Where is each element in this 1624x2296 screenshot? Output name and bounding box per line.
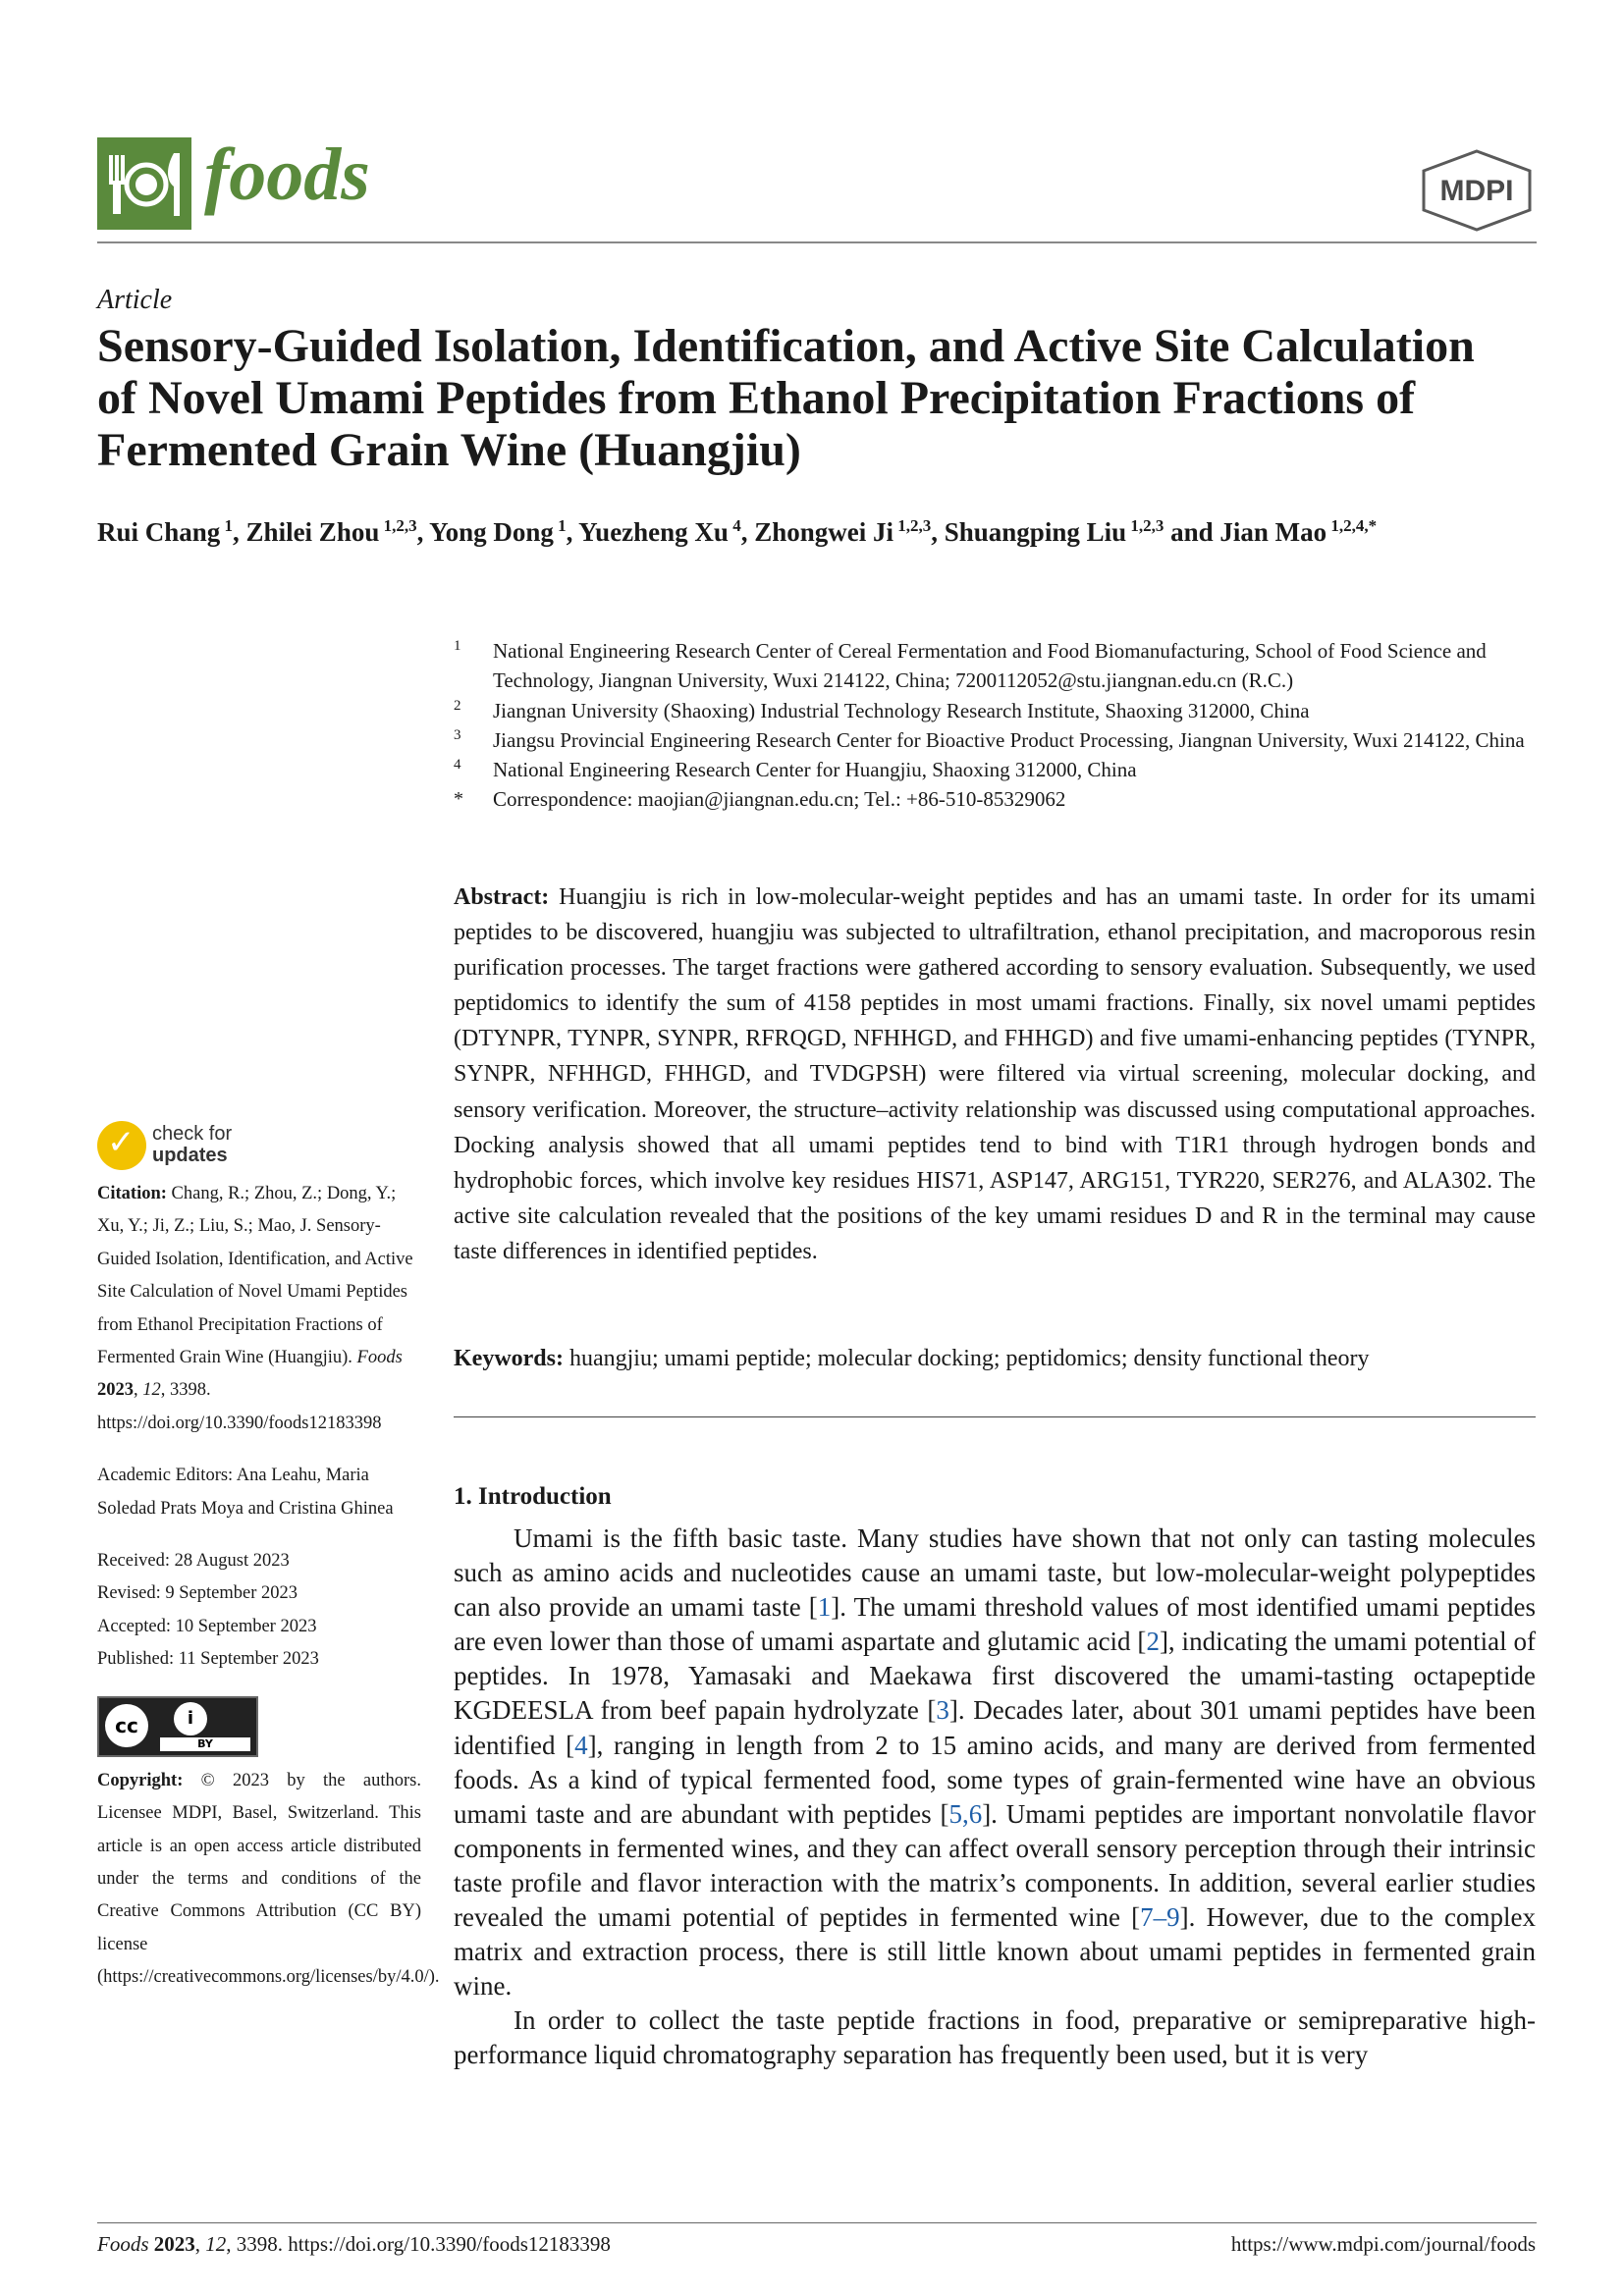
- check-updates-label: check for: [152, 1123, 233, 1145]
- citation-year: 2023: [97, 1380, 134, 1401]
- reference-link[interactable]: 3: [936, 1695, 949, 1726]
- author-name: Yuezheng Xu: [578, 517, 729, 547]
- abstract: [454, 880, 1536, 1269]
- mdpi-logo-icon: [1420, 149, 1534, 232]
- author-name: Zhongwei Ji: [754, 517, 893, 547]
- cc-icon: cc: [105, 1704, 148, 1747]
- author-affiliation-marker: 1: [220, 516, 234, 535]
- affiliation-text: National Engineering Research Center of Cereal Fermentation and Food Biomanufacturing, School of Food Science and Technology, Jiangnan University, Wuxi 214122, China; 7200112052@stu.jiangnan.edu.cn (R.C.): [493, 639, 1487, 693]
- article-type: Article: [97, 285, 173, 315]
- paragraph: Umami is the fifth basic taste. Many studies have shown that not only can tasting molecules such as amino acids and nucleotides cause an umami taste, but low-molecular-weight polypeptides can also provide an umami taste [1]. The umami threshold values of most identified umami peptides are even lower than those of umami aspartate and glutamic acid [2], indicating the umami potential of peptides. In 1978, Yamasaki and Maekawa first discovered the umami-tasting octapeptide KGDEESLA from beef papain hydrolyzate [3]. Decades later, about 301 umami peptides have been identified [4], ranging in length from 2 to 15 amino acids, and many are derived from fermented foods. As a kind of typical fermented food, some types of grain-fermented wine have an obvious umami taste and are abundant with peptides [5,6]. Umami peptides are important nonvolatile flavor components in fermented wines, and they can affect overall sensory perception through their intrinsic taste profile and flavor interaction with the matrix’s components. In addition, several earlier studies revealed the umami potential of peptides in fermented wine [7–9]. However, due to the complex matrix and extraction process, there is still little known about umami peptides in fermented grain wine.: [454, 1523, 1537, 2002]
- section-heading: 1. Introduction: [454, 1483, 612, 1510]
- journal-url-link[interactable]: https://www.mdpi.com/journal/foods: [1230, 2232, 1536, 2256]
- author-name: Shuangping Liu: [944, 517, 1127, 547]
- footer-doi-link[interactable]: , 3398. https://doi.org/10.3390/foods12183398: [226, 2232, 611, 2256]
- affiliation-item: [454, 636, 1534, 696]
- reference-link[interactable]: 4: [574, 1730, 588, 1760]
- citation-doi-link[interactable]: , 3398. https://doi.org/10.3390/foods12183398: [97, 1380, 382, 1433]
- keywords-text: huangjiu; umami peptide; molecular docking; peptidomics; density functional theory: [568, 1346, 1370, 1371]
- affiliation-number: 4: [454, 757, 461, 774]
- affiliations: [454, 636, 1534, 815]
- accepted-date: Accepted: 10 September 2023: [97, 1616, 317, 1636]
- author-name: Yong Dong: [429, 517, 554, 547]
- reference-link[interactable]: 7–9: [1140, 1902, 1180, 1933]
- affiliation-text: Jiangsu Provincial Engineering Research Center for Bioactive Product Processing, Jiangnan University, Wuxi 214122, China: [493, 727, 1525, 752]
- introduction-body: [454, 1522, 1536, 2073]
- author-list: Rui Chang $^1$, Zhilei Zhou $^{1,2,3}$, Yong Dong $^1$, Yuezheng Xu $^4$, Zhongwei Ji $^{1,2,3}$, Shuangping Liu $^{1,2,3}$ and Jian Mao $^{1,2,4,*}$: [97, 516, 1378, 547]
- author-name: Jian Mao: [1219, 517, 1327, 547]
- author-affiliation-marker: 1,2,3: [379, 516, 417, 535]
- check-for-updates-button[interactable]: [97, 1117, 294, 1176]
- affiliation-item: [454, 696, 1534, 725]
- publication-dates: [97, 1545, 421, 1677]
- citation-label: Citation:: [97, 1184, 167, 1203]
- copyright-text: © 2023 by the authors. Licensee MDPI, Basel, Switzerland. This article is an open access article distributed under the terms and conditions of the Creative Commons Attribution (CC BY) license (https://creativecommons.org/licenses/by/4.0/).: [97, 1770, 440, 1988]
- affiliation-number: 3: [454, 726, 461, 743]
- by-label: BY: [160, 1737, 250, 1751]
- keywords-label: Keywords:: [454, 1346, 564, 1371]
- journal-logo-icon: [97, 137, 191, 230]
- affiliation-text: National Engineering Research Center for Huangjiu, Shaoxing 312000, China: [493, 758, 1137, 782]
- author-affiliation-marker: 1: [553, 516, 567, 535]
- copyright-notice: [97, 1765, 440, 1995]
- section-divider: [454, 1416, 1536, 1417]
- academic-editors: Academic Editors: Ana Leahu, Maria Soledad Prats Moya and Cristina Ghinea: [97, 1466, 394, 1519]
- citation-journal: Foods: [356, 1348, 403, 1368]
- author-name: Rui Chang: [97, 517, 221, 547]
- affiliation-number: *: [454, 788, 463, 811]
- copyright-label: Copyright:: [97, 1770, 184, 1790]
- footer-citation: Foods 2023, 12, 3398. https://doi.org/10.3390/foods12183398: [97, 2232, 611, 2256]
- citation-text: Chang, R.; Zhou, Z.; Dong, Y.; Xu, Y.; Ji, Z.; Liu, S.; Mao, J. Sensory-Guided Isolation, Identification, and Active Site Calculation of Novel Umami Peptides from Ethanol Precipitation Fractions of Fermented Grain Wine (Huangjiu).: [97, 1184, 413, 1368]
- citation-volume: 12: [142, 1380, 161, 1401]
- footer-volume: 12: [205, 2232, 227, 2256]
- abstract-label: Abstract:: [454, 884, 550, 910]
- cc-by-license-icon[interactable]: [97, 1696, 258, 1757]
- citation: Citation: Chang, R.; Zhou, Z.; Dong, Y.; Xu, Y.; Ji, Z.; Liu, S.; Mao, J. Sensory-Guided Isolation, Identification, and Active Site Calculation of Novel Umami Peptides from Ethanol Precipitation Fractions of Fermented Grain Wine (Huangjiu). Foods 2023, 12, 3398. https://doi.org/10.3390/foods12183398: [97, 1184, 413, 1433]
- publisher-name: MDPI: [1439, 175, 1514, 207]
- footer-year: 2023: [153, 2232, 195, 2256]
- received-date: Received: 28 August 2023: [97, 1551, 290, 1572]
- reference-link[interactable]: 5,6: [948, 1798, 983, 1829]
- author-affiliation-marker: 1,2,4,*: [1326, 516, 1378, 535]
- article-title: Sensory-Guided Isolation, Identification, and Active Site Calculation of Novel Umami Peptides from Ethanol Precipitation Fractions of Fermented Grain Wine (Huangjiu): [97, 320, 1475, 476]
- revised-date: Revised: 9 September 2023: [97, 1583, 298, 1604]
- sidebar: [97, 1178, 440, 1995]
- affiliation-item: [454, 784, 1534, 814]
- author-affiliation-marker: 4: [728, 516, 741, 535]
- abstract-text: Huangjiu is rich in low-molecular-weight peptides and has an umami taste. In order for its umami peptides to be discovered, huangjiu was subjected to ultrafiltration, ethanol precipitation, and macroporous resin purification processes. The target fractions were gathered according to sensory evaluation. Subsequently, we used peptidomics to identify the sum of 4158 peptides in most umami fractions. Finally, six novel umami peptides (DTYNPR, TYNPR, SYNPR, RFRQGD, NFHHGD, and FHHGD) and five umami-enhancing peptides (TYNPR, SYNPR, NFHHGD, FHHGD, and TVDGPSH) were filtered via virtual screening, molecular docking, and sensory verification. Moreover, the structure–activity relationship was discussed using computational approaches. Docking analysis showed that all umami peptides tend to bind with T1R1 through hydrogen bonds and hydrophobic forces, which involve key residues HIS71, ASP147, ARG151, TYR220, SER276, and ALA302. The active site calculation revealed that the positions of the key umami residues D and R in the terminal may cause taste differences in identified peptides.: [454, 884, 1536, 1264]
- affiliation-item: [454, 725, 1534, 755]
- reference-link[interactable]: 1: [817, 1592, 832, 1623]
- footer-divider: [97, 2222, 1537, 2223]
- paragraph: In order to collect the taste peptide fractions in food, preparative or semipreparative high-performance liquid chromatography separation has frequently been used, but it is very: [454, 2005, 1536, 2070]
- keywords: [454, 1342, 1536, 1375]
- header-divider: [97, 241, 1537, 243]
- affiliation-text: Correspondence: maojian@jiangnan.edu.cn; Tel.: +86-510-85329062: [493, 787, 1066, 812]
- affiliation-item: [454, 755, 1534, 784]
- affiliation-text: Jiangnan University (Shaoxing) Industrial Technology Research Institute, Shaoxing 312000, China: [493, 698, 1310, 722]
- check-updates-label-bold: updates: [152, 1145, 228, 1166]
- author-affiliation-marker: 1,2,3: [1126, 516, 1164, 535]
- check-icon: ✓: [97, 1121, 146, 1170]
- journal-name: foods: [204, 133, 370, 216]
- author-name: Zhilei Zhou: [245, 517, 380, 547]
- published-date: Published: 11 September 2023: [97, 1649, 319, 1670]
- author-affiliation-marker: 1,2,3: [893, 516, 932, 535]
- footer-journal: Foods: [97, 2232, 149, 2256]
- affiliation-number: 2: [454, 697, 461, 714]
- affiliation-number: 1: [454, 638, 461, 654]
- reference-link[interactable]: 2: [1146, 1627, 1160, 1657]
- attribution-icon: i: [174, 1702, 207, 1735]
